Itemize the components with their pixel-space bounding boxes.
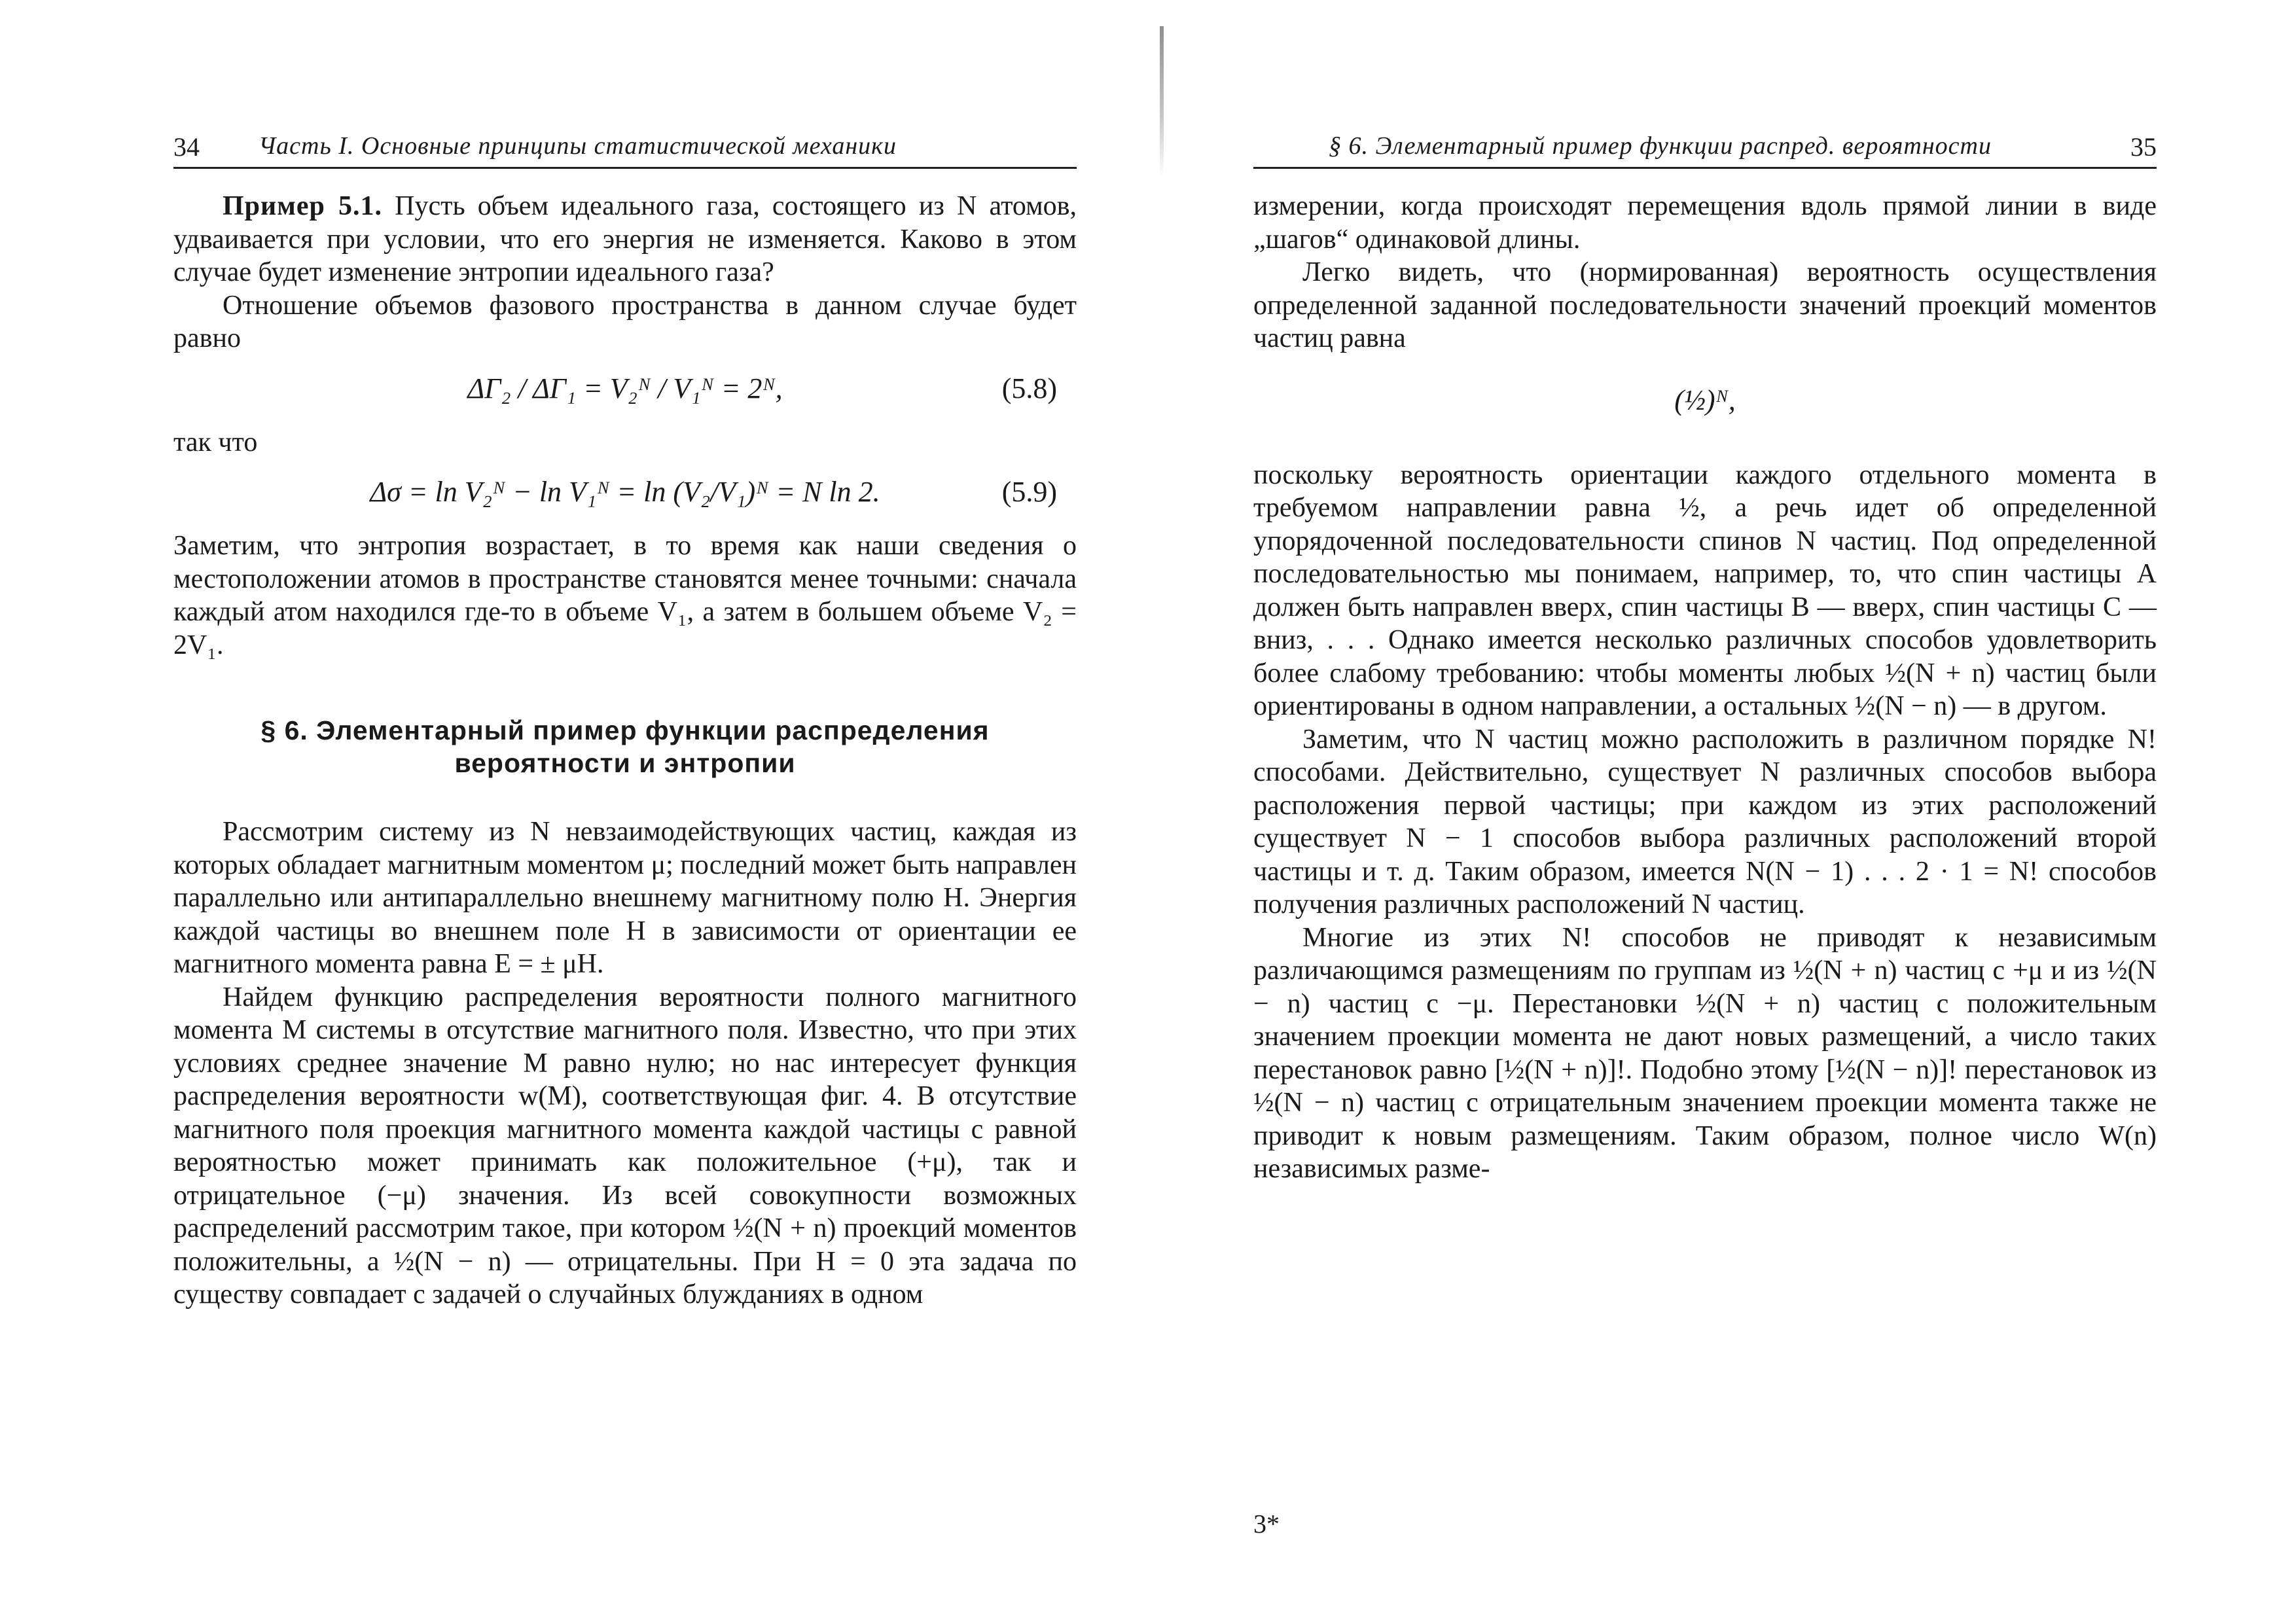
formula-half-power-expr: (½)ᴺ, bbox=[1674, 383, 1736, 416]
example-label: Пример 5.1. bbox=[223, 191, 382, 221]
right-body bbox=[1253, 190, 2157, 1186]
many-paragraph: Многие из этих N! способов не приводят к независимым различающимся размещениям по группам из ½(N + n) частиц с +μ и из ½(N − n) частиц с −μ. Перестановки ½(N + n) частиц с положительным значением проекции момента не дают новых размещений, а число таких перестановок равно [½(N + n)]!. Подобно этому [½(N − n)]! перестановок из ½(N − n) частиц с отрицательным значением проекции момента также не приводит к новым размещениям. Таким образом, полное число W(n) независимых разме- bbox=[1253, 922, 2157, 1184]
find-paragraph: Найдем функцию распределения вероятности полного магнитного момента M системы в отсутствие магнитного поля. Известно, что при этих условиях среднее значение M равно нулю; но нас интересует функция распределения вероятности w(M), соответствующая фиг. 4. В отсутствие магнитного поля проекция магнитного момента каждой частицы с равной вероятностью может принимать как положительное (+μ), так и отрицательное (−μ) значения. Из всей совокупности возможных распределений рассмотрим такое, при котором ½(N + n) проекций моментов положительны, а ½(N − n) — отрицательны. При H = 0 эта задача по существу совпадает с задачей о случайных блужданиях в одном bbox=[173, 982, 1077, 1310]
binding-gutter-mark bbox=[1160, 26, 1164, 177]
formula-5-9 bbox=[173, 461, 1077, 527]
so-that-text: так что bbox=[173, 427, 258, 457]
right-page bbox=[1253, 0, 2157, 1623]
left-page-number: 34 bbox=[173, 132, 200, 162]
continuation-paragraph: измерении, когда происходят перемещения вдоль прямой линии в виде „шагов“ одинаковой длины. bbox=[1253, 191, 2157, 255]
example-text: Пусть объем идеального газа, состоящего из N атомов, удваивается при условии, что его энергия не изменяется. Каково в этом случае будет изменение энтропии идеального газа? bbox=[173, 191, 1077, 287]
example-paragraph bbox=[173, 190, 1077, 289]
formula-half-power bbox=[1253, 358, 2157, 456]
easy-paragraph: Легко видеть, что (нормированная) вероятность осуществления определенной заданной последовательности значений проекций моментов частиц равна bbox=[1253, 257, 2157, 353]
section-heading: § 6. Элементарный пример функции распределения вероятности и энтропии bbox=[260, 715, 990, 778]
left-running-head bbox=[173, 128, 1077, 169]
right-page-number: 35 bbox=[2130, 132, 2157, 162]
formula-5-9-expr: Δσ = ln V₂ᴺ − ln V₁ᴺ = ln (V₂/V₁)ᴺ = N ln 2. bbox=[370, 476, 880, 508]
eqno-5-8: (5.8) bbox=[1001, 372, 1057, 404]
formula-5-8 bbox=[173, 358, 1077, 423]
formula-5-8-expr: ΔΓ₂ / ΔΓ₁ = V₂ᴺ / V₁ᴺ = 2ᴺ, bbox=[467, 372, 783, 404]
arrange-paragraph: Заметим, что N частиц можно расположить в различном порядке N! способами. Действительно, существует N различных способов выбора расположения первой частицы; при каждом из этих расположений существует N − 1 способов выбора различных расположений второй частицы и т. д. Таким образом, имеется N(N − 1) . . . 2 · 1 = N! способов получения различных расположений N частиц. bbox=[1253, 724, 2157, 919]
right-running-title: § 6. Элементарный пример функции распред. вероятности bbox=[1329, 132, 1992, 160]
system-paragraph: Рассмотрим систему из N невзаимодействующих частиц, каждая из которых обладает магнитным моментом μ; последний может быть направлен параллельно или антипараллельно внешнему магнитному полю H. Энергия каждой частицы во внешнем поле H в зависимости от ориентации ее магнитного момента равна E = ± μH. bbox=[173, 817, 1077, 979]
since-paragraph: поскольку вероятность ориентации каждого отдельного момента в требуемом направлении равна ½, а речь идет об определенной упорядоченной последовательности спинов N частиц. Под определенной последовательностью мы понимаем, например, то, что спин частицы A должен быть направлен вверх, спин частицы B — вверх, спин частицы C — вниз, . . . Однако имеется несколько различных способов удовлетворить более слабому требованию: чтобы моменты любых ½(N + n) частиц были ориентированы в одном направлении, а остальных ½(N − n) — в другом. bbox=[1253, 459, 2157, 721]
entropy-note-paragraph: Заметим, что энтропия возрастает, в то время как наши сведения о местоположении атомов в пространстве становятся менее точными: сначала каждый атом находился где-то в объеме V₁, а затем в большем объеме V₂ = 2V₁. bbox=[173, 531, 1077, 660]
signature-mark: 3* bbox=[1253, 1509, 1280, 1539]
right-running-head bbox=[1253, 128, 2157, 169]
left-running-title: Часть I. Основные принципы статистической механики bbox=[259, 132, 897, 160]
eqno-5-9: (5.9) bbox=[1001, 476, 1057, 508]
left-page bbox=[173, 0, 1077, 1623]
left-body bbox=[173, 190, 1077, 1311]
ratio-paragraph: Отношение объемов фазового пространства в данном случае будет равно bbox=[173, 290, 1077, 353]
